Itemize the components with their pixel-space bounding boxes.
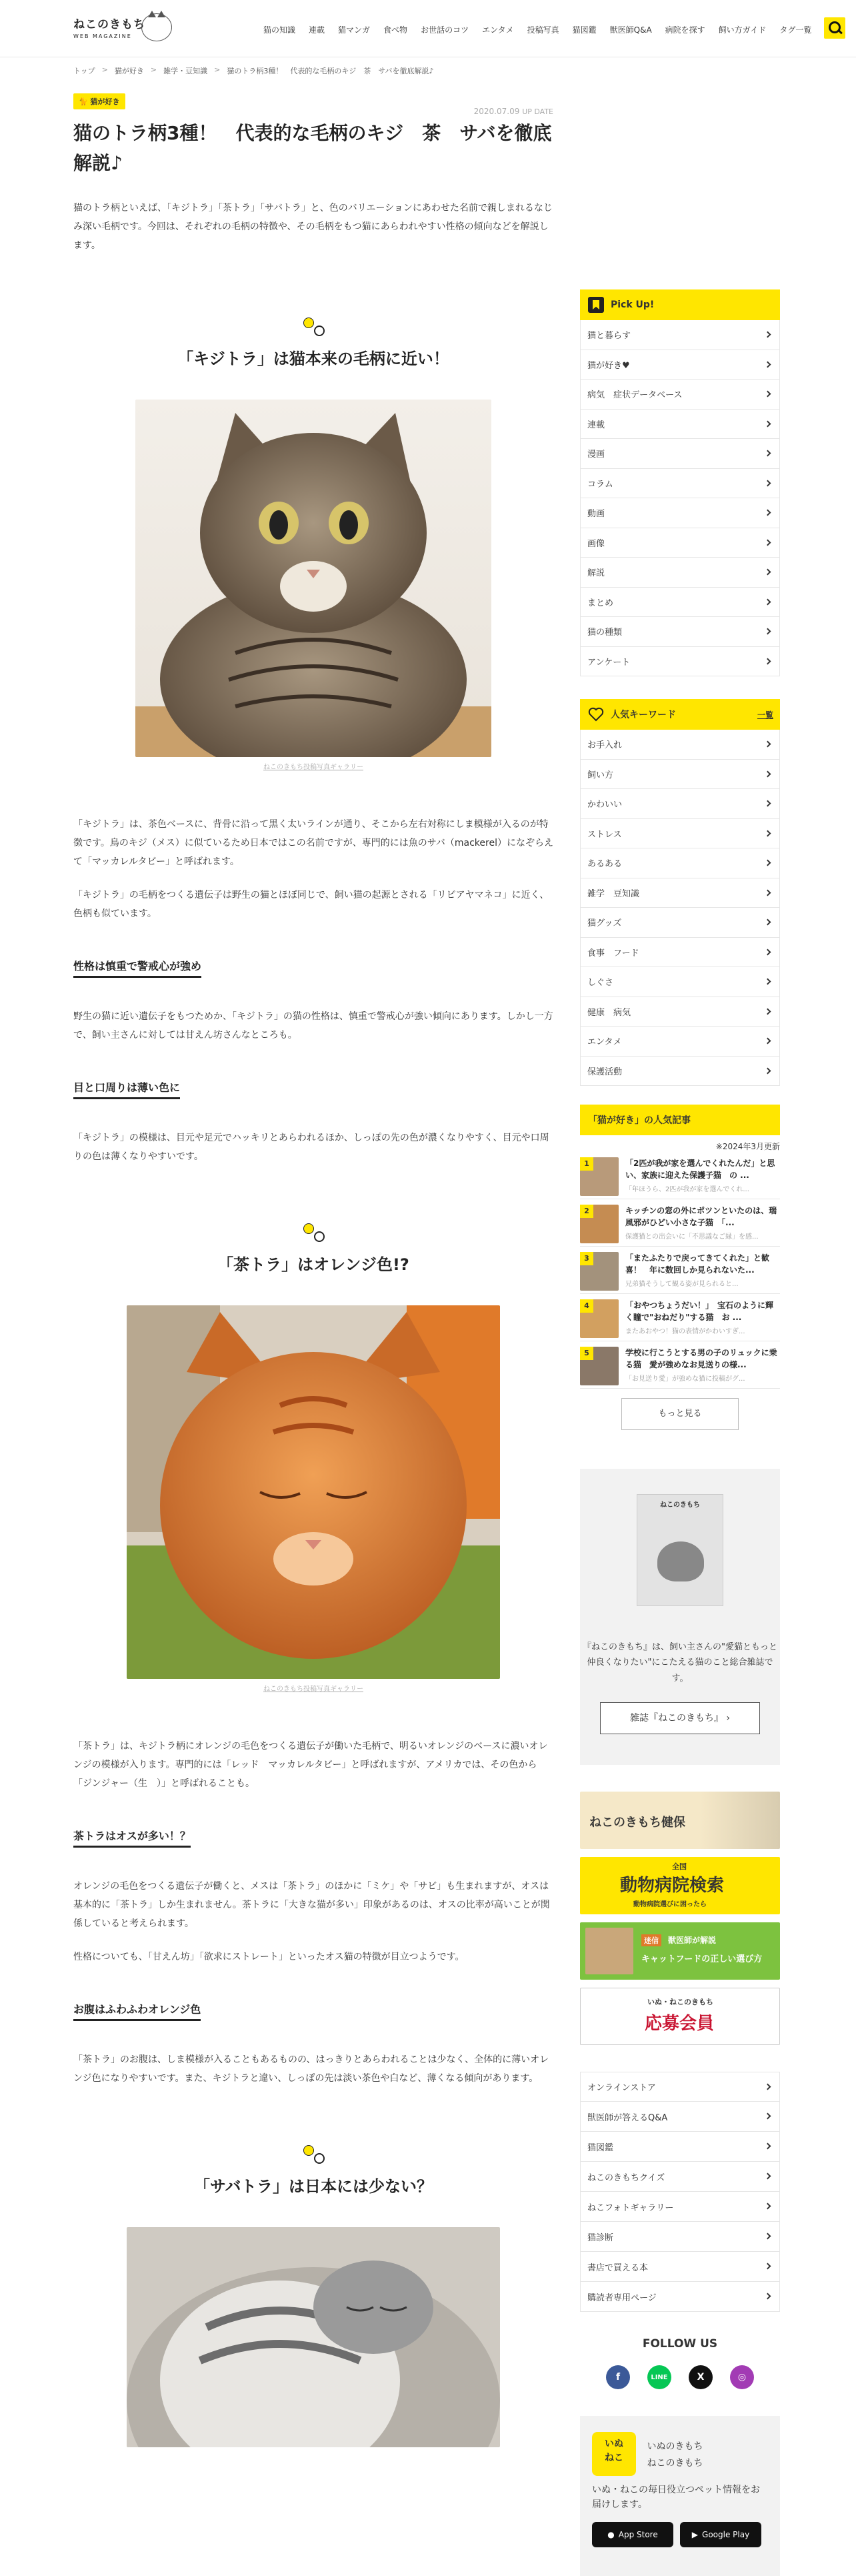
sidebar-link[interactable] [580,2192,780,2222]
magazine-box [580,1469,780,1765]
insurance-banner[interactable] [580,1792,780,1849]
facebook-icon[interactable]: f [606,2365,630,2389]
pickup-item-label: 漫画 [587,450,605,460]
keyword-item[interactable] [580,1027,780,1057]
keyword-item-label: 猫グッズ [587,918,622,929]
keyword-item-label: かわいい [587,800,623,810]
instagram-icon[interactable]: ◎ [730,2365,754,2389]
cat-food-banner[interactable] [580,1922,780,1980]
cat-paw-icon [302,316,325,336]
date-value: 2020.07.09 [473,107,520,116]
chevron-right-icon [765,1008,771,1015]
keyword-header [580,699,780,730]
ranking-item[interactable] [580,1152,780,1199]
ranking-excerpt: 保護猫との出会いに「不思議なご縁」を感... [625,1233,759,1241]
sidebar-link[interactable] [580,2282,780,2312]
chevron-right-icon [765,2143,771,2150]
nav-item[interactable]: 投稿写真 [527,25,559,35]
member-banner[interactable] [580,1988,780,2045]
chevron-right-icon [765,2233,771,2240]
sidebar-link[interactable] [580,2072,780,2102]
chevron-right-icon [765,510,771,516]
nav-item[interactable]: エンタメ [482,25,514,35]
pickup-item-label: コラム [587,479,613,490]
ranking-excerpt: 「お見送り愛」が強めな猫に投稿がグ... [625,1375,745,1383]
search-icon[interactable] [824,17,845,39]
ranking-item[interactable] [580,1199,780,1247]
keyword-item[interactable] [580,730,780,760]
sidebar-link[interactable] [580,2132,780,2162]
nav-item[interactable]: 獣医師Q&A [609,25,652,35]
nav-item[interactable]: 飼い方ガイド [718,25,767,35]
chevron-right-icon [765,830,771,836]
ranking-item[interactable] [580,1341,780,1389]
keyword-item-label: 雑学 豆知識 [587,888,640,899]
keyword-title: 人気キーワード [611,710,676,720]
paragraph: 野生の猫に近い遺伝子をもつためか、「キジトラ」の猫の性格は、慎重で警戒心が強い傾向にあります。しかし一方で、飼い主さんに対しては甘えん坊さんなところも。 [73,1011,553,1041]
ranking-number: 1 [580,1157,593,1171]
breadcrumb [73,65,434,76]
keyword-item[interactable] [580,819,780,849]
cat-food-banner-line2: キャットフードの正しい選び方 [641,1954,763,1964]
sidebar [580,289,780,2576]
sidebar-link-label: ねこフォトギャラリー [587,2202,674,2213]
keyword-list [580,730,780,1086]
ranking-thumbnail [580,1157,619,1196]
ranking-thumbnail [580,1252,619,1291]
ranking-header: 「猫が好き」の人気記事 [580,1105,780,1135]
keyword-item[interactable] [580,848,780,878]
chevron-right-icon [765,569,771,576]
chevron-right-icon [765,420,771,427]
keyword-item[interactable] [580,997,780,1027]
chevron-right-icon [765,1067,771,1074]
logo-text: ねこのきもち [73,18,145,31]
keyword-more-link[interactable]: 一覧 [757,710,773,720]
chevron-right-icon [765,979,771,985]
section-heading [73,2144,553,2196]
hospital-banner-small: 全国 [672,1862,687,1871]
breadcrumb-current: 猫のトラ柄3種！ 代表的な毛柄のキジ 茶 サバを徹底解説♪ [227,67,434,75]
magazine-cover-title: ねこのきもち [660,1501,700,1509]
pickup-item[interactable] [580,439,780,469]
kijitora-photo [135,400,491,757]
pickup-item-label: 猫の種類 [587,628,623,638]
member-banner-title: 応募会員 [645,2014,715,2034]
ranking-excerpt: 「年ほうら、2匹が我が家を選んでくれ... [625,1186,749,1193]
nav-item[interactable]: 連載 [309,25,325,35]
keyword-item-label: ストレス [587,829,622,840]
ranking-excerpt: 兄弟猫そうして観る姿が見られると... [625,1281,739,1288]
chatora-photo [127,1305,500,1679]
date-label: UP DATE [522,107,553,116]
chevron-right-icon [765,480,771,486]
cat-paw-icon [302,2144,325,2164]
chevron-right-icon [765,450,771,457]
chevron-right-icon [765,741,771,748]
app-description: いぬ・ねこの毎日役立つペット情報をお届けします。 [592,2485,760,2511]
pickup-header [580,289,780,320]
chevron-right-icon [765,598,771,605]
paragraph: 性格についても、「甘えん坊」「欲求にストレート」といったオス猫の特徴が目立つようです。 [73,1951,465,1962]
ranking-number: 3 [580,1252,593,1265]
pickup-title: Pick Up! [611,299,655,310]
keyword-item[interactable] [580,789,780,819]
ranking-thumbnail [580,1299,619,1338]
paragraph: 「茶トラ」のお腹は、しま模様が入ることもあるものの、はっきりとあらわれることは少なく、全体的に薄いオレンジ色になりやすいです。また、キジトラと違い、しっぽの先は淡い茶色や白など、薄くなる傾向があります。 [73,2054,549,2084]
magazine-button-label: 雑誌『ねこのきもち』 [629,1713,723,1724]
breadcrumb-separator: > [150,65,157,74]
ranking-title: 「またふたりで戻ってきてくれた」と歓喜！ 年に数回しか見られないた... [625,1253,770,1275]
article-title: 猫のトラ柄3種！ 代表的な毛柄のキジ 茶 サバを徹底解説♪ [73,122,552,174]
app-store-button[interactable] [592,2522,673,2547]
nav-item[interactable]: タグ一覧 [779,25,812,35]
chevron-right-icon [765,2173,771,2180]
ranking-item[interactable] [580,1294,780,1341]
keyword-item[interactable] [580,1057,780,1087]
ranking-title: 学校に行こうとする男の子のリュックに乗る猫 愛が強めなお見送りの様... [625,1348,777,1369]
ranking-title: 「おやつちょうだい！」 宝石のように輝く瞳で"おねだり"する猫 お ... [625,1301,774,1322]
x-icon[interactable]: X [689,2365,713,2389]
category-badge[interactable]: 🐈 猫が好き [73,93,125,109]
apple-icon: ● [607,2529,615,2539]
line-icon[interactable]: LINE [647,2365,671,2389]
ranking-number: 5 [580,1347,593,1360]
pickup-item[interactable] [580,617,780,647]
pickup-item[interactable] [580,647,780,677]
magazine-cover[interactable] [637,1494,723,1606]
sidebar-link-label: オンラインストア [587,2083,656,2093]
bookmark-icon [588,297,604,313]
cat-paw-icon [302,1222,325,1242]
chevron-right-icon [765,800,771,807]
hospital-search-banner[interactable] [580,1857,780,1914]
app-name-2: ねこのきもち [647,2458,703,2469]
chevron-right-icon [765,391,771,398]
pickup-item[interactable] [580,498,780,528]
sidebar-link-label: 猫診断 [587,2232,614,2243]
photo-caption[interactable]: ねこのきもち投稿写真ギャラリー [263,1685,363,1693]
paragraph: 「キジトラ」の模様は、目元や足元でハッキリとあらわれるほか、しっぽの先の色が濃くなりやすく、目元や口周りの色は薄くなりやすいです。 [73,1132,549,1162]
chevron-right-icon [765,2293,771,2300]
footer-link-list [580,2072,780,2312]
photo-caption[interactable]: ねこのきもち投稿写真ギャラリー [263,763,363,771]
chevron-right-icon [765,332,771,338]
logo-subtext: WEB MAGAZINE [73,33,132,39]
sns-links [580,2365,780,2389]
ranking-title: キッチンの窓の外にポツンといたのは、瑞風邪がひどい小さな子猫 「... [625,1206,777,1227]
app-icon-top: いぬ [605,2439,623,2449]
pickup-item[interactable] [580,380,780,410]
nav-item[interactable]: 食べ物 [383,25,408,35]
section-heading [73,1222,553,1275]
pickup-item-label: 猫が好き♥ [587,360,630,371]
nav-item[interactable]: 猫マンガ [338,25,371,35]
sidebar-link-label: 購読者専用ページ [587,2293,657,2303]
logo-cat-icon [141,13,172,41]
global-nav [257,24,818,35]
chevron-right-icon [765,2113,771,2120]
keyword-item-label: 飼い方 [587,770,614,780]
section-title: 「サバトラ」は日本には少ない？ [193,2176,433,2196]
play-icon: ▶ [691,2529,699,2539]
app-icon[interactable] [592,2432,636,2476]
cat-food-banner-line1: 獣医師が解説 [668,1936,717,1945]
article [73,93,553,2447]
app-store-label: App Store [618,2529,658,2539]
subsection-heading: お腹はふわふわオレンジ色 [73,2001,201,2021]
subsection-heading: 茶トラはオスが多い！？ [73,1828,191,1848]
pickup-item[interactable] [580,350,780,380]
chevron-right-icon [765,770,771,777]
chevron-right-icon [765,628,771,635]
paragraph: 「キジトラ」の毛柄をつくる遺伝子は野生の猫とほぼ同じで、飼い猫の起源とされる「リビアヤマネコ」に近く、色柄も似ています。 [73,889,549,919]
magazine-description: 『ねこのきもち』は、飼い主さんの"愛猫ともっと仲良くなりたい"にこたえる猫のこと総合雑誌です。 [583,1642,777,1684]
site-logo[interactable] [73,15,145,39]
sidebar-link-label: 書店で買える本 [587,2263,649,2273]
section-title: 「キジトラ」は猫本来の毛柄に近い！ [177,349,449,368]
paragraph: 「茶トラ」は、キジトラ柄にオレンジの毛色をつくる遺伝子が働いた毛柄で、明るいオレンジのベースに濃いオレンジの模様が入ります。専門的には「レッド マッカレルタビー」と呼ばれますが、アメリカでは、その色から「ジンジャー（生 ）」と呼ばれることも。 [73,1740,548,1789]
chevron-right-icon [765,361,771,368]
cat-food-banner-photo [585,1928,633,1974]
heart-icon [588,707,604,722]
sidebar-link[interactable] [580,2222,780,2252]
ranking-updated: ※2024年3月更新 [715,1142,780,1151]
breadcrumb-item[interactable]: 雑学・豆知識 [163,67,208,75]
ranking-title: 「2匹が我が家を選んでくれたんだ」と思い、家族に迎えた保護子猫 の ... [625,1159,775,1180]
ranking-item[interactable] [580,1247,780,1294]
sidebar-link[interactable] [580,2162,780,2192]
nav-item[interactable]: 病院を探す [665,25,705,35]
pickup-item-label: 猫と暮らす [587,331,631,342]
app-promo [580,2416,780,2576]
ranking-excerpt: またあおやつ！猫の表情がかわいすぎ... [625,1328,745,1335]
google-play-button[interactable] [680,2522,761,2547]
ranking-thumbnail [580,1347,619,1385]
breadcrumb-separator: > [101,65,108,74]
google-play-label: Google Play [702,2529,750,2539]
keyword-item[interactable] [580,878,780,908]
keyword-item-label: お手入れ [587,740,623,751]
chevron-right-icon [765,2203,771,2210]
pickup-item[interactable] [580,469,780,499]
keyword-item-label: 保護活動 [587,1067,623,1077]
keyword-item-label: 食事 フード [587,948,639,958]
pickup-item-label: 動画 [587,509,605,520]
pickup-item-label: 連載 [587,420,605,430]
hospital-banner-title: 動物病院検索 [620,1876,725,1896]
chevron-right-icon [765,889,771,896]
breadcrumb-item[interactable]: 猫が好き [114,67,144,75]
breadcrumb-item[interactable]: トップ [73,67,95,75]
chevron-right-icon [765,539,771,546]
article-date [474,107,553,116]
keyword-item-label: あるある [587,859,623,870]
nav-item[interactable]: 猫図鑑 [572,25,597,35]
sidebar-link-label: ねこのきもちクイズ [587,2172,665,2183]
keyword-item[interactable] [580,760,780,790]
nav-item[interactable]: 猫の知識 [263,25,296,35]
pickup-item-label: 病気 症状データベース [587,390,683,401]
paragraph: オレンジの毛色をつくる遺伝子が働くと、メスは「茶トラ」のほかに「ミケ」や「サビ」も生まれますが、オスは基本的に「茶トラ」しか生まれません。茶トラに「大きな猫が多い」印象があるのは、オスの比率が高いことが関係していると考えられます。 [73,1880,550,1929]
sabatora-photo [127,2227,500,2447]
chevron-right-icon [765,2084,771,2090]
pickup-item[interactable] [580,558,780,588]
pickup-item-label: 解説 [587,568,605,579]
pickup-item[interactable] [580,528,780,558]
chevron-right-icon [765,658,771,664]
chevron-right-icon [765,948,771,955]
category-label: 猫が好き [90,97,120,106]
sidebar-link-label: 猫図鑑 [587,2142,614,2153]
keyword-item[interactable] [580,908,780,938]
sidebar-link[interactable] [580,2252,780,2282]
pickup-item-label: 画像 [587,538,605,549]
keyword-item-label: しぐさ [587,978,614,989]
sidebar-link[interactable] [580,2102,780,2132]
ranking-more-button[interactable]: もっと見る [621,1398,739,1430]
member-banner-small: いぬ・ねこのきもち [647,1998,713,2006]
chevron-right-icon [765,919,771,926]
follow-us-heading: FOLLOW US [642,2337,718,2351]
ranking-number: 4 [580,1299,593,1313]
chevron-right-icon [765,860,771,866]
pickup-item-label: アンケート [587,657,631,668]
chevron-right-icon [765,2263,771,2270]
ranking-number: 2 [580,1205,593,1218]
ranking-list [580,1152,780,1389]
sidebar-link-label: 獣医師が答えるQ&A [587,2112,668,2123]
ranking-thumbnail [580,1205,619,1243]
site-header [0,0,856,57]
app-icon-bottom: ねこ [605,2453,623,2463]
cat-food-banner-badge: 迷信 [641,1934,661,1946]
pickup-list [580,320,780,676]
app-name-1: いぬのきもち [647,2441,703,2452]
pickup-item[interactable] [580,588,780,618]
keyword-item-label: 健康 病気 [587,1007,631,1018]
breadcrumb-separator: > [214,65,221,74]
pickup-item[interactable] [580,410,780,440]
keyword-item[interactable] [580,967,780,997]
keyword-item[interactable] [580,938,780,968]
nav-item[interactable]: お世話のコツ [421,25,469,35]
insurance-banner-text: ねこのきもち健保 [589,1816,685,1830]
chevron-right-icon [765,1038,771,1045]
subsection-heading: 目と口周りは薄い色に [73,1079,180,1099]
magazine-button[interactable]: 雑誌『ねこのきもち』 › [600,1702,760,1734]
pickup-item[interactable] [580,320,780,350]
paragraph: 「キジトラ」は、茶色ベースに、背骨に沿って黒く太いラインが通り、そこから左右対称にしま模様が入るのが特徴です。鳥のキジ（メス）に似ているため日本ではこの名前ですが、専門的には魚のサバ（mackerel）になぞらえて「マッカレルタビー」と呼ばれます。 [73,818,553,867]
section-title: 「茶トラ」はオレンジ色!? [217,1255,409,1274]
article-lead: 猫のトラ柄といえば、「キジトラ」「茶トラ」「サバトラ」と、色のバリエーションにあわせた名前で親しまれるなじみ深い毛柄です。今回は、それぞれの毛柄の特徴や、その毛柄をもつ猫にあらわれやすい性格の傾向などを解説します。 [73,202,553,251]
subsection-heading: 性格は慎重で警戒心が強め [73,958,201,978]
section-heading [73,316,553,369]
hospital-banner-sub: 動物病院選びに困ったら [633,1901,707,1908]
pickup-item-label: まとめ [587,598,614,608]
keyword-item-label: エンタメ [587,1037,622,1048]
